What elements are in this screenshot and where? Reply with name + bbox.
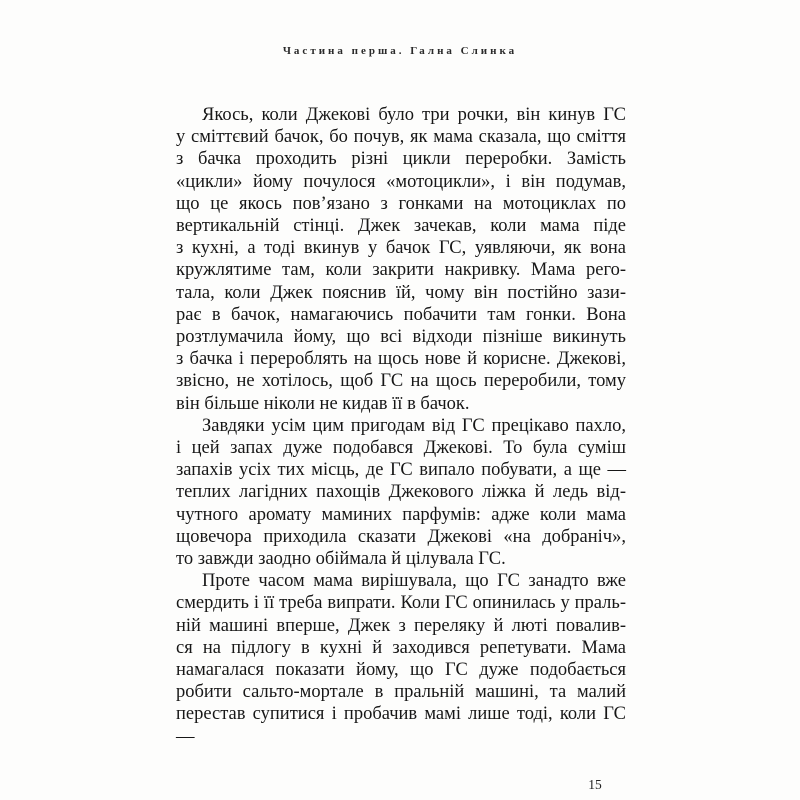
text-line: розтлумачила йому, що всі відходи пізніше викинуть	[176, 327, 626, 348]
text-line: Завдяки усім цим пригодам від ГС прецікаво пахло,	[202, 415, 626, 436]
text-line: кружлятиме там, коли закрити накривку. Мама рего-	[176, 260, 626, 281]
text-line: що це якось пов’язано з гонками на мотоциклах по	[176, 193, 626, 214]
text-line: «цикли» йому почулося «мотоцикли», і він подумав,	[176, 171, 626, 192]
paragraph	[176, 104, 626, 415]
text-line: тала, коли Джек пояснив їй, чому він постійно зази-	[176, 282, 626, 303]
text-line: ній машині вперше, Джек з переляку й люті повалив-	[176, 615, 626, 636]
text-line: з бачка і перероблять на щось нове й корисне. Джекові,	[176, 349, 626, 370]
text-line: робити сальто-мортале в пральній машині, та малий	[176, 682, 626, 703]
text-line: щовечора приходила сказати Джекові «на добраніч»,	[176, 526, 626, 547]
text-line: у сміттєвий бачок, бо почув, як мама сказала, що сміття	[176, 127, 626, 148]
text-line: теплих лагідних пахощів Джекового ліжка й ледь від-	[176, 482, 626, 503]
text-line: ся на підлогу в кухні й заходився репетувати. Мама	[176, 637, 626, 658]
text-line: з бачка проходить різні цикли переробки. Замість	[176, 149, 626, 170]
text-line: звісно, не хотілось, щоб ГС на щось переробили, тому	[176, 371, 626, 392]
text-line: перестав супитися і пробачив мамі лише тоді, коли ГС —	[176, 704, 626, 747]
paragraph	[176, 570, 626, 748]
paragraph	[176, 415, 626, 570]
text-line: смердить і її треба випрати. Коли ГС опинилась у праль-	[176, 593, 626, 614]
text-line: вертикальній стінці. Джек зачекав, коли мама піде	[176, 216, 626, 237]
text-line: з кухні, а тоді вкинув у бачок ГС, уявляючи, як вона	[176, 238, 626, 259]
text-line: він більше ніколи не кидав її в бачок.	[176, 393, 470, 414]
text-line: Якось, коли Джекові було три рочки, він кинув ГС	[202, 105, 626, 125]
page-number: 15	[588, 777, 602, 792]
text-line: то завжди заодно обіймала й цілувала ГС.	[176, 549, 506, 570]
text-line: намагалася показати йому, що ГС дуже подобається	[176, 660, 626, 681]
text-line: запахів усіх тих місць, де ГС випало побувати, а ще —	[176, 460, 626, 481]
text-line: чутного аромату маминих парфумів: адже коли мама	[176, 504, 626, 525]
text-line: рає в бачок, намагаючись побачити там гонки. Вона	[176, 304, 626, 325]
text-line: і цей запах дуже подобався Джекові. То була суміш	[176, 438, 626, 459]
text-line: Проте часом мама вирішувала, що ГС занадто вже	[202, 571, 626, 592]
body-text	[176, 104, 626, 748]
running-header: Частина перша. Гална Слинка	[282, 45, 518, 57]
